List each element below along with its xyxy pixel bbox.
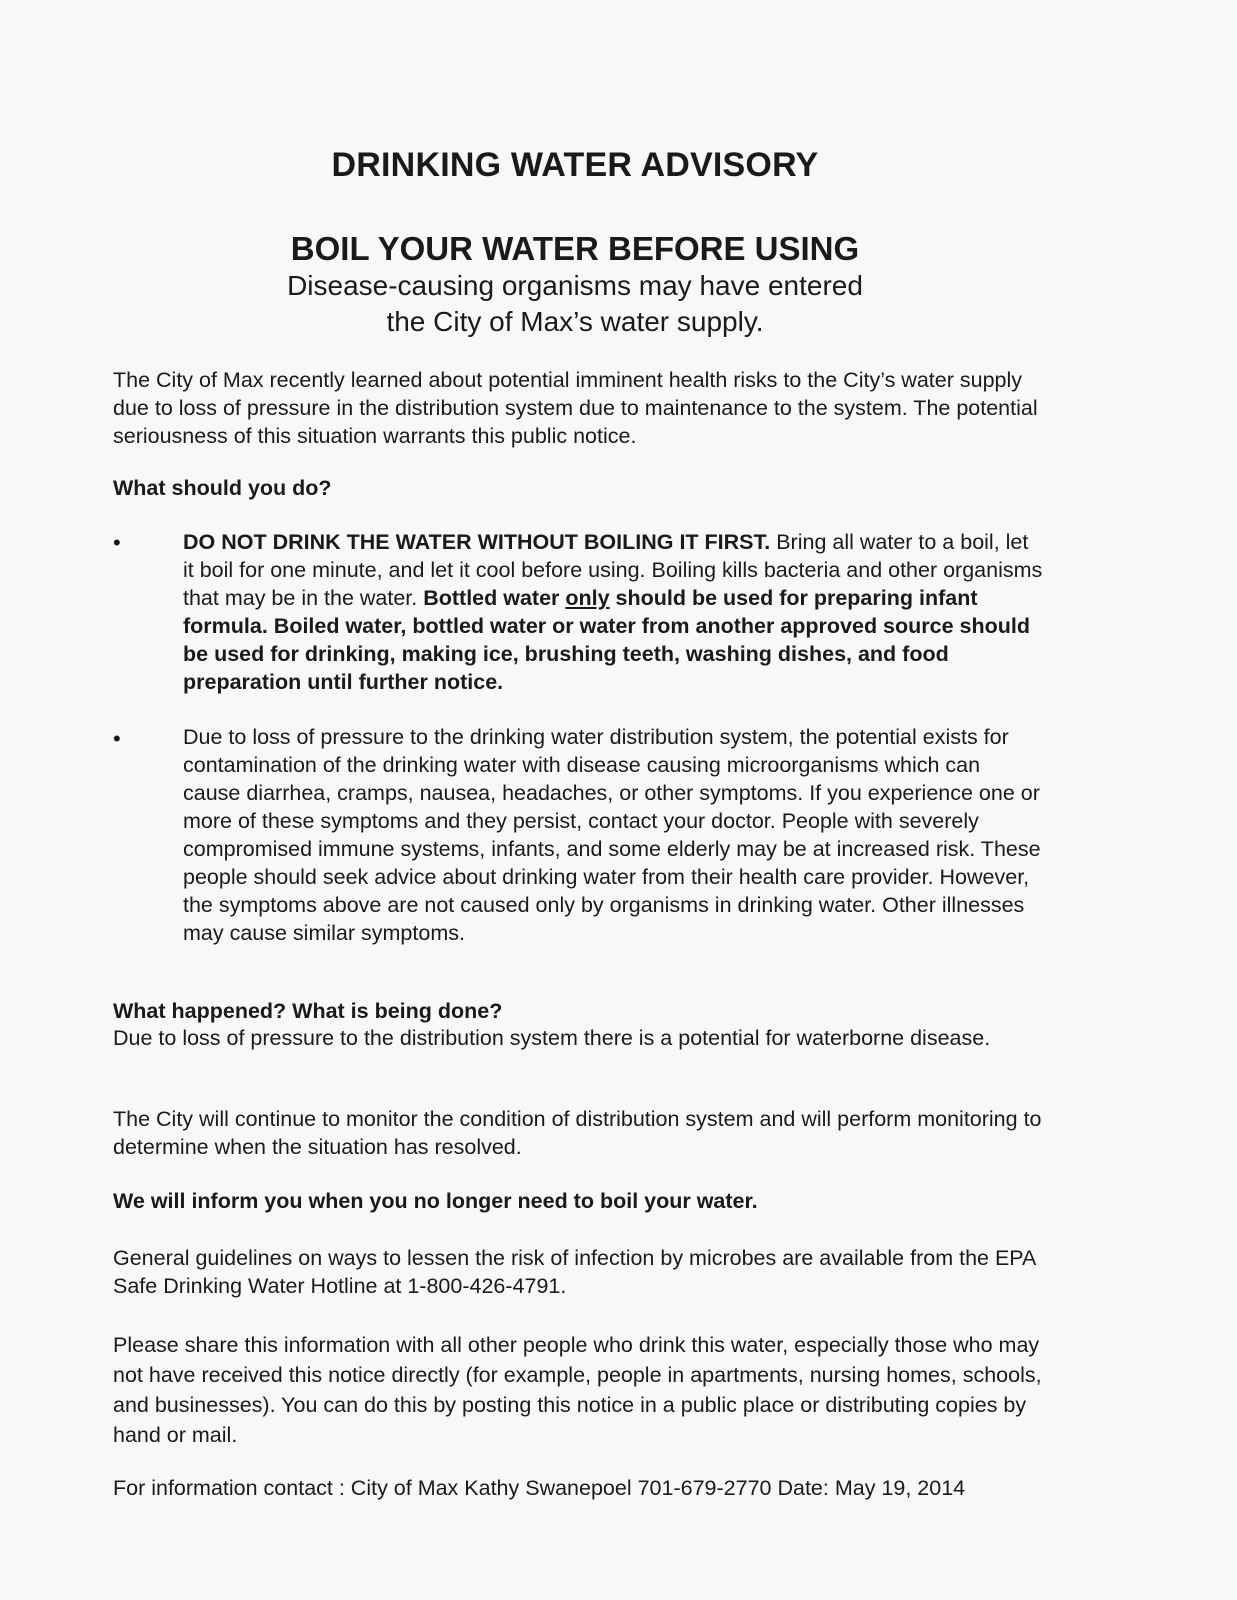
epa-guidelines-paragraph: General guidelines on ways to lessen the risk of infection by microbes are available from the EPA Safe Drinking Water Hotline at 1-800-426-4791. bbox=[113, 1246, 1036, 1298]
contact-information: For information contact : City of Max Kathy Swanepoel 701-679-2770 Date: May 19, 2014 bbox=[113, 1476, 966, 1500]
document-subtitle: BOIL YOUR WATER BEFORE USING bbox=[290, 230, 860, 267]
what-should-you-do-heading: What should you do? bbox=[113, 476, 332, 500]
bullet-icon: • bbox=[113, 530, 121, 555]
only-emphasis: only bbox=[565, 586, 610, 610]
inform-notice: We will inform you when you no longer need to boil your water. bbox=[113, 1189, 758, 1213]
intro-paragraph: The City of Max recently learned about potential imminent health risks to the City’s water supply due to loss of pressure in the distribution system due to maintenance to the system. The potential seriousness of this situation warrants this public notice. bbox=[113, 368, 1038, 448]
monitoring-paragraph: The City will continue to monitor the condition of distribution system and will perform monitoring to determine when the situation has resolved. bbox=[113, 1107, 1042, 1159]
bottled-water-text-b: should be used for preparing infant formula. Boiled water, bottled water or water from another approved source should be used for drinking, making ice, brushing teeth, washing dishes, and food preparation until further notice. bbox=[183, 586, 1031, 694]
subtitle-line-2: the City of Max’s water supply. bbox=[386, 306, 764, 337]
bullet-icon: • bbox=[113, 726, 121, 751]
bottled-water-text-a: Bottled water bbox=[423, 586, 566, 610]
subtitle-line-1: Disease-causing organisms may have entered bbox=[287, 270, 863, 301]
do-not-drink-warning: DO NOT DRINK THE WATER WITHOUT BOILING IT FIRST. bbox=[183, 530, 771, 554]
what-happened-heading: What happened? What is being done? bbox=[113, 999, 503, 1023]
boil-instructions-text: Bring all water to a boil, let it boil for one minute, and let it cool before using. Boiling kills bacteria and other organisms that may be in the water. bbox=[183, 530, 1043, 610]
bullet-boil-instructions bbox=[183, 528, 1043, 696]
bullet-health-risks: Due to loss of pressure to the drinking water distribution system, the potential exists for contamination of the drinking water with disease causing microorganisms which can cause diarrhea, cramps, nausea, headaches, or other symptoms. If you experience one or more of these symptoms and they persist, contact your doctor. People with severely compromised immune systems, infants, and some elderly may be at increased risk. These people should seek advice about drinking water from their health care provider. However, the symptoms above are not caused only by organisms in drinking water. Other illnesses may cause similar symptoms. bbox=[183, 725, 1041, 945]
share-information-paragraph: Please share this information with all other people who drink this water, especially those who may not have received this notice directly (for example, people in apartments, nursing homes, schools, and businesses). You can do this by posting this notice in a public place or distributing copies by hand or mail. bbox=[113, 1333, 1042, 1447]
what-happened-text: Due to loss of pressure to the distribution system there is a potential for waterborne disease. bbox=[113, 1026, 991, 1050]
document-title: DRINKING WATER ADVISORY bbox=[331, 146, 819, 184]
